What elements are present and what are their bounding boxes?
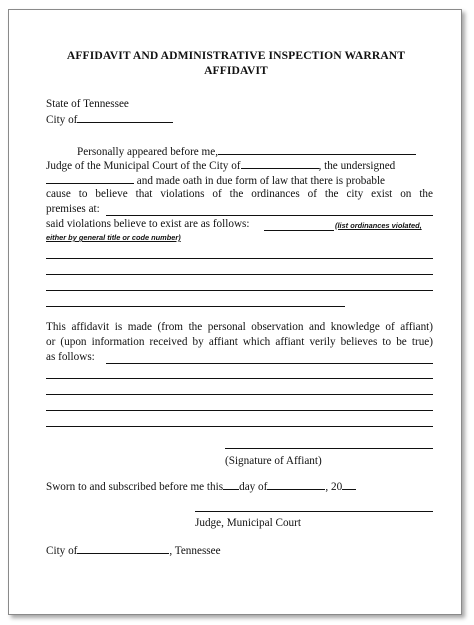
signature-line[interactable] bbox=[225, 448, 433, 449]
city-label: City of bbox=[46, 114, 78, 126]
document-page bbox=[8, 9, 462, 615]
undersigned-text: , the undersigned bbox=[318, 160, 396, 172]
state-line: State of Tennessee bbox=[46, 98, 129, 110]
day-of-text: day of bbox=[239, 481, 268, 493]
city2-label: City of bbox=[46, 545, 78, 557]
city-tennessee-line bbox=[46, 543, 221, 558]
judge-label: Judge, Municipal Court bbox=[195, 517, 301, 529]
violation-line-1[interactable] bbox=[46, 258, 433, 259]
appeared-text: Personally appeared before me, bbox=[77, 146, 219, 158]
oath-text: and made oath in due form of law that there is probable bbox=[136, 175, 386, 187]
basis-line-2[interactable] bbox=[46, 394, 433, 395]
signature-label: (Signature of Affiant) bbox=[225, 455, 322, 467]
city-blank[interactable] bbox=[77, 112, 173, 123]
violation-line-2[interactable] bbox=[46, 274, 433, 275]
year-blank[interactable] bbox=[342, 479, 356, 490]
as-follows-label: as follows: bbox=[46, 351, 95, 363]
cause-line: cause to believe that violations of the ordinances of the city exist on the bbox=[46, 188, 433, 200]
judge-city-line bbox=[46, 158, 395, 173]
affidavit-basis-line-2: or (upon information received by affiant which affiant verily believes to be true) bbox=[46, 336, 433, 348]
appeared-line bbox=[77, 144, 416, 159]
ordinances-note-1: (list ordinances violated, bbox=[335, 221, 422, 230]
affidavit-basis-line-1: This affidavit is made (from the personal observation and knowledge of affiant) bbox=[46, 321, 433, 333]
city2-blank[interactable] bbox=[77, 543, 169, 554]
ordinances-note-2: either by general title or code number) bbox=[46, 233, 181, 242]
basis-line-3[interactable] bbox=[46, 410, 433, 411]
basis-line-4[interactable] bbox=[46, 426, 433, 427]
document-subtitle: AFFIDAVIT bbox=[204, 64, 268, 77]
undersigned-blank[interactable] bbox=[46, 173, 134, 184]
violation-line-4[interactable] bbox=[46, 306, 345, 307]
year-prefix: , 20 bbox=[325, 481, 343, 493]
tennessee-text: , Tennessee bbox=[169, 545, 221, 557]
judge-signature-line[interactable] bbox=[195, 511, 433, 512]
violation-line-3[interactable] bbox=[46, 290, 433, 291]
premises-blank[interactable] bbox=[106, 215, 433, 216]
oath-line bbox=[46, 173, 385, 188]
appeared-name-blank[interactable] bbox=[218, 144, 416, 155]
document-title: AFFIDAVIT AND ADMINISTRATIVE INSPECTION WARRANT bbox=[66, 49, 406, 62]
day-blank[interactable] bbox=[223, 479, 239, 490]
violations-label: said violations believe to exist are as follows: bbox=[46, 218, 250, 230]
as-follows-blank[interactable] bbox=[106, 363, 433, 364]
premises-label: premises at: bbox=[46, 203, 100, 215]
sworn-line bbox=[46, 479, 356, 494]
violations-blank[interactable] bbox=[264, 230, 334, 231]
month-blank[interactable] bbox=[267, 479, 325, 490]
basis-line-1[interactable] bbox=[46, 378, 433, 379]
sworn-text: Sworn to and subscribed before me this bbox=[46, 481, 224, 493]
city-line bbox=[46, 112, 173, 127]
court-city-blank[interactable] bbox=[241, 158, 319, 169]
judge-city-text: Judge of the Municipal Court of the City of bbox=[46, 160, 241, 172]
